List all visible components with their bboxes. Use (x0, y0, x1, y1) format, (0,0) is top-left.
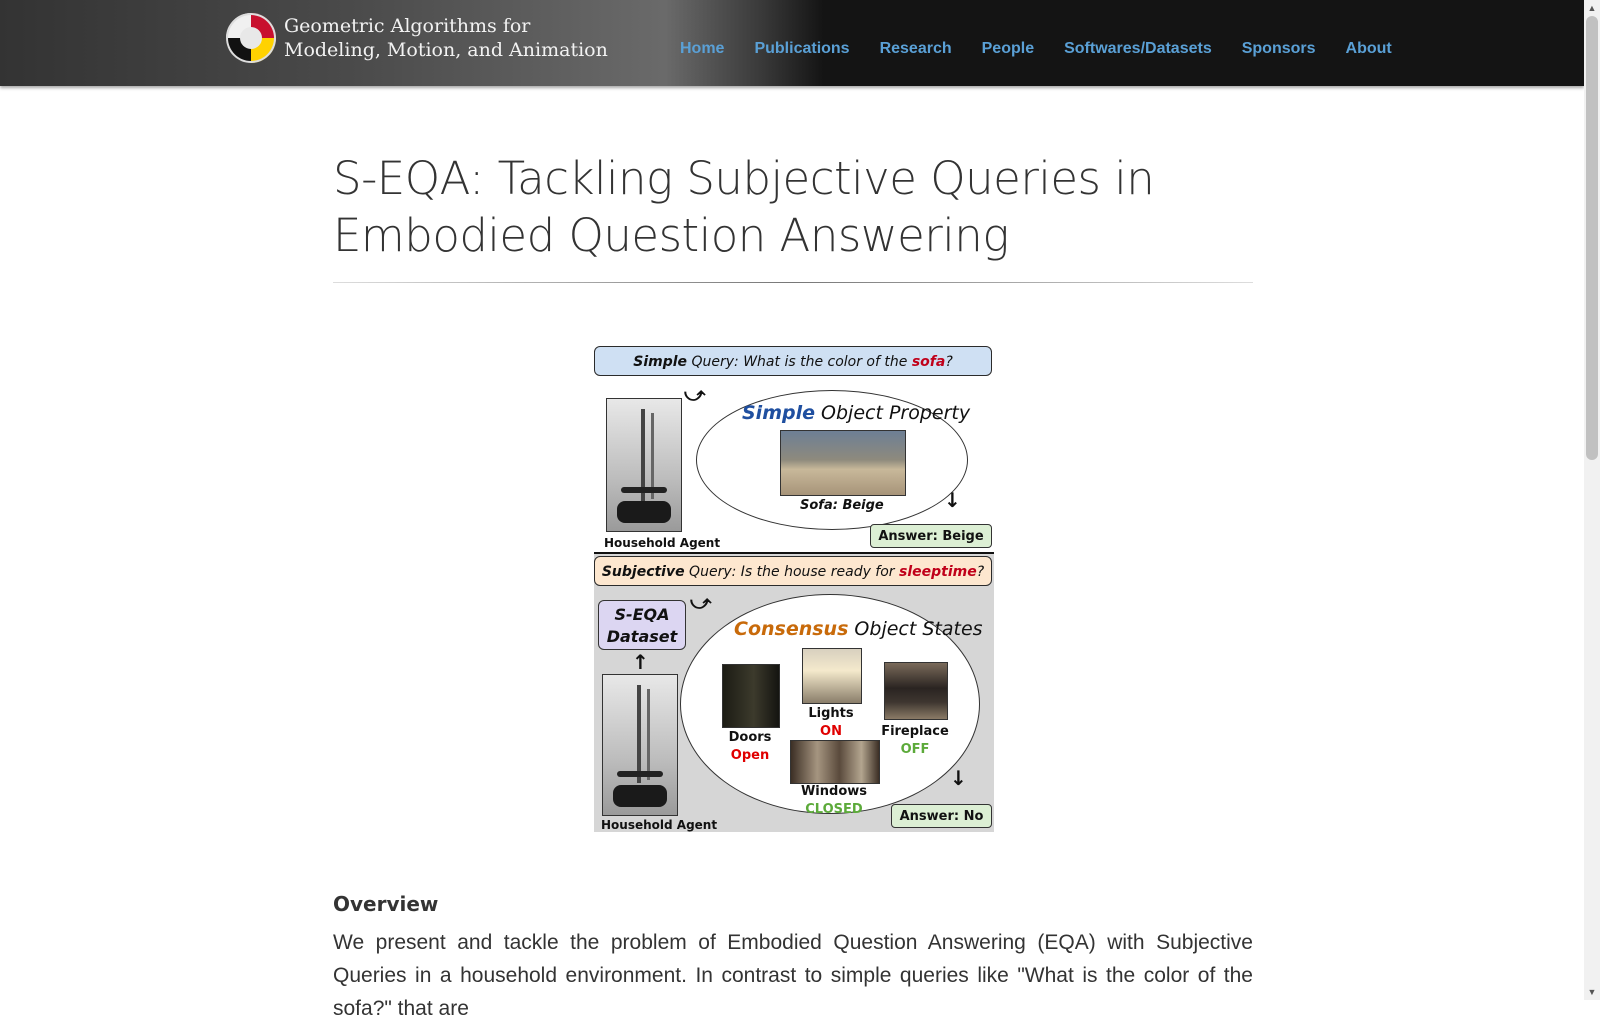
doors-photo (722, 664, 780, 728)
page-title-line-1: S-EQA: Tackling Subjective Queries in (333, 152, 1155, 205)
agent-caption-2: Household Agent (601, 818, 718, 832)
site-title-line-2[interactable]: Modeling, Motion, and Animation (284, 39, 608, 61)
fireplace-photo (884, 662, 948, 720)
household-agent-image-2 (602, 674, 678, 816)
up-arrow-icon: ↑ (632, 650, 649, 674)
consensus-cloud-title-bold: Consensus (734, 618, 849, 640)
scroll-up-icon[interactable]: ▲ (1587, 3, 1597, 13)
household-agent-image (606, 398, 682, 532)
scrollbar-thumb[interactable] (1586, 16, 1598, 460)
main-nav (680, 40, 1422, 58)
nav-softwares-datasets[interactable]: Softwares/Datasets (1064, 40, 1212, 57)
subjective-query-text: Query: Is the house ready for (684, 564, 900, 580)
windows-state: CLOSED (805, 802, 863, 817)
consensus-cloud-title-text: Object States (848, 618, 983, 640)
page-title (333, 150, 1253, 264)
subjective-query-highlight: sleeptime (899, 564, 977, 580)
sofa-caption: Sofa: Beige (800, 498, 884, 513)
doors-label: Doors (728, 730, 772, 745)
nav-home[interactable]: Home (680, 40, 725, 57)
nav-research[interactable]: Research (879, 40, 952, 57)
simple-query-end: ? (945, 354, 953, 370)
lights-state: ON (820, 724, 842, 739)
simple-cloud-title-text: Object Property (815, 402, 971, 424)
down-arrow-icon-2: ↓ (950, 766, 967, 790)
overview-heading: Overview (333, 892, 439, 916)
consensus-cloud-title (734, 618, 983, 640)
nav-about[interactable]: About (1345, 40, 1392, 57)
doors-state: Open (730, 748, 770, 763)
nav-publications[interactable]: Publications (754, 40, 850, 57)
vertical-scrollbar[interactable] (1584, 0, 1600, 1000)
windows-photo (790, 740, 880, 784)
answer-no-box: Answer: No (891, 804, 992, 828)
simple-query-highlight: sofa (911, 354, 946, 370)
subjective-query-end: ? (976, 564, 985, 580)
simple-query-box (594, 346, 992, 376)
overview-text: We present and tackle the problem of Embodied Question Answering (EQA) with Subjective Queries in a household environment. In contrast to simple queries like "What is the color of the sofa?" that are (333, 931, 1253, 1020)
simple-query-bold: Simple (633, 354, 688, 370)
answer-beige-box: Answer: Beige (870, 524, 992, 548)
lights-photo (802, 648, 862, 704)
simple-cloud-title (742, 402, 970, 424)
down-arrow-icon: ↓ (944, 488, 961, 512)
agent-caption-1: Household Agent (604, 536, 721, 550)
site-brand[interactable] (226, 13, 608, 63)
site-header (0, 0, 1584, 86)
subjective-query-box (594, 556, 992, 586)
lights-label: Lights (808, 706, 854, 721)
sofa-photo (780, 430, 906, 496)
curved-arrow-icon-2: ⤻ (690, 590, 712, 614)
simple-cloud-title-bold: Simple (742, 402, 815, 424)
title-divider (333, 282, 1253, 283)
windows-label: Windows (800, 784, 868, 799)
maryland-flag-logo-icon[interactable] (226, 13, 276, 63)
site-title-line-1[interactable]: Geometric Algorithms for (284, 15, 531, 37)
subjective-query-bold: Subjective (601, 564, 685, 580)
simple-query-text: Query: What is the color of the (687, 354, 912, 370)
nav-sponsors[interactable]: Sponsors (1241, 40, 1316, 57)
fireplace-state: OFF (900, 742, 930, 757)
teaser-figure (594, 346, 994, 832)
seqa-dataset-box (598, 600, 686, 650)
page-title-line-2: Embodied Question Answering (333, 209, 1009, 262)
fireplace-label: Fireplace (881, 724, 949, 739)
curved-arrow-icon: ⤻ (684, 382, 706, 406)
seqa-dataset-line-2: Dataset (606, 627, 678, 646)
seqa-dataset-line-1: S-EQA (614, 605, 670, 624)
site-title[interactable] (284, 14, 608, 62)
scroll-down-icon[interactable]: ▼ (1587, 987, 1597, 997)
nav-people[interactable]: People (981, 40, 1035, 57)
